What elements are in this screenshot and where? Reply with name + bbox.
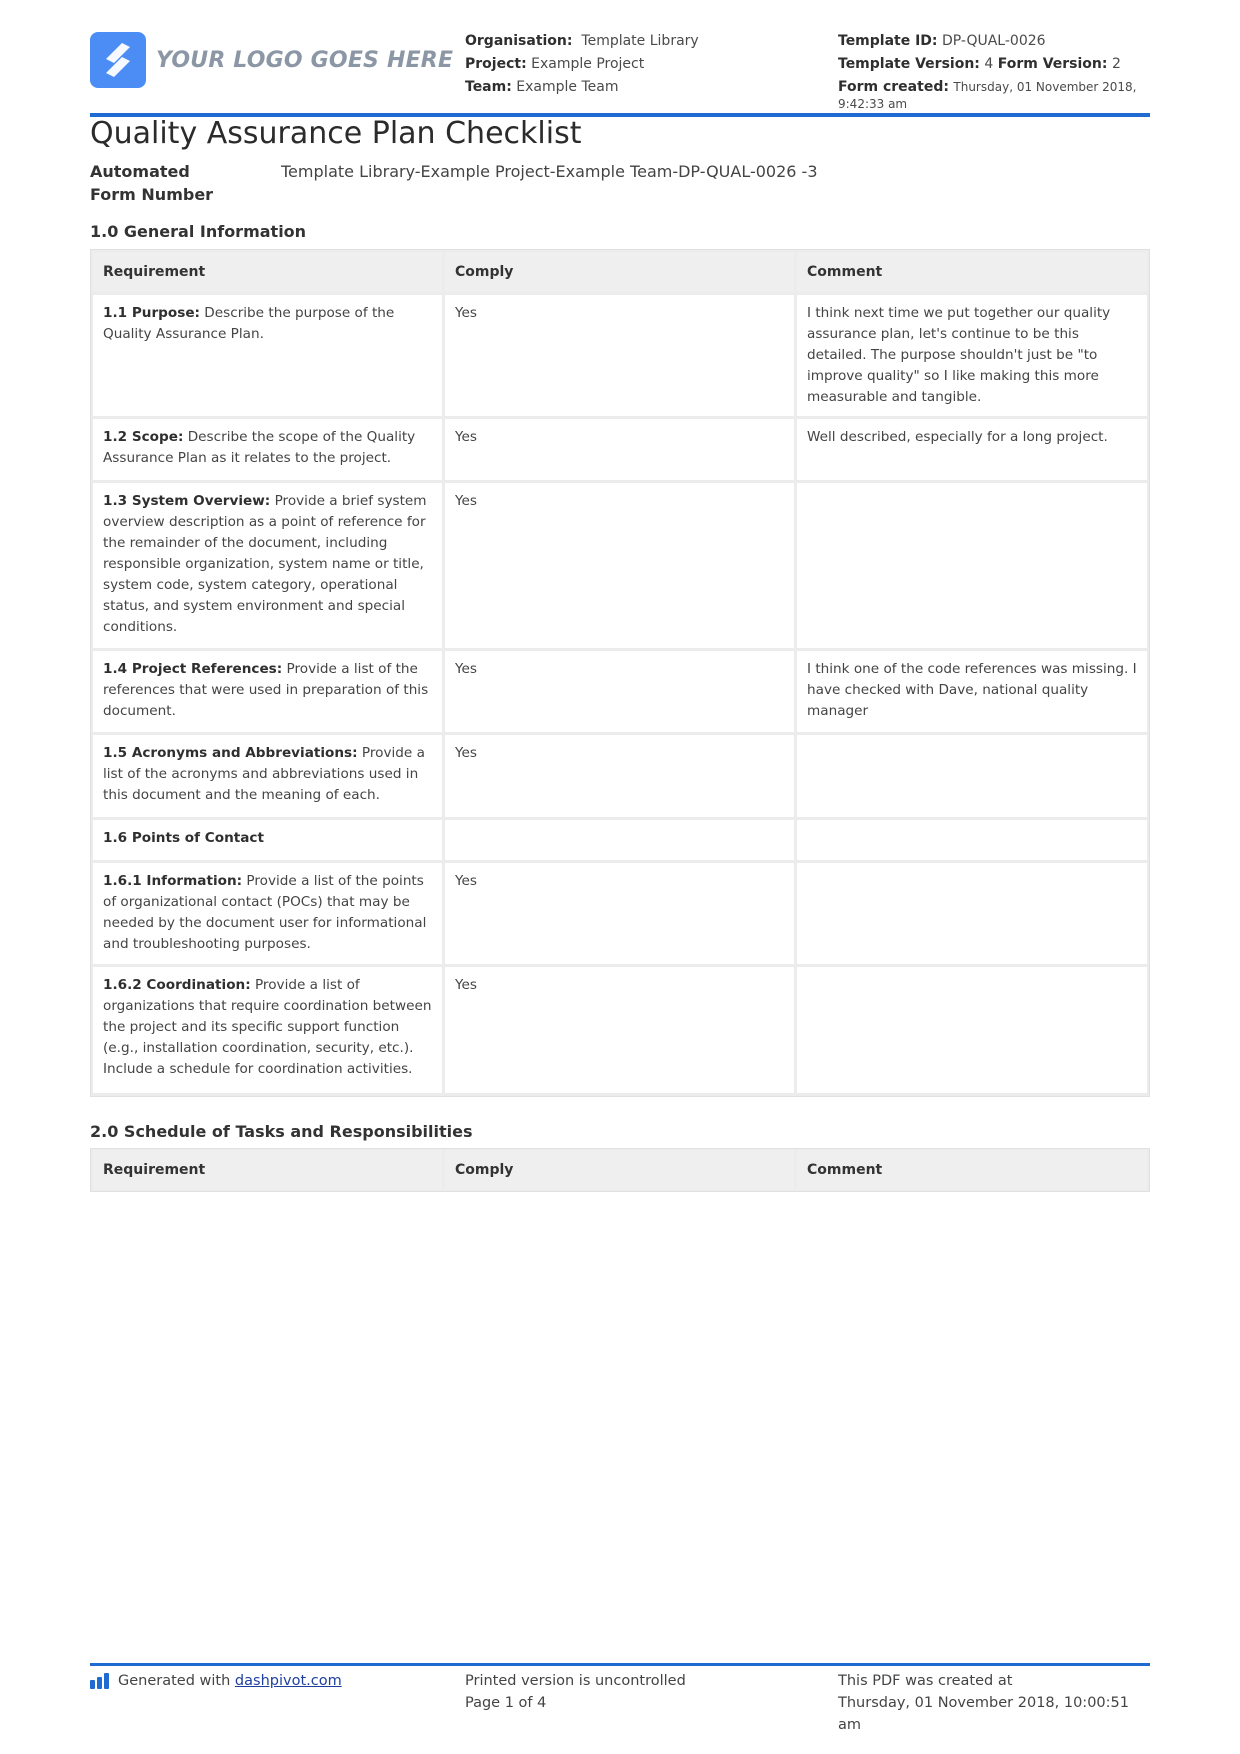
comment-cell: I think next time we put together our quality assurance plan, let's continue to be this detailed. The purpose shouldn't just be "to improve quality" so I like making this more measurable and tangible. — [797, 295, 1147, 416]
footer-page-info — [465, 1670, 686, 1714]
page-number: Page 1 of 4 — [465, 1695, 547, 1711]
comment-cell: Well described, especially for a long project. — [797, 419, 1147, 480]
footer-generated — [90, 1670, 342, 1692]
footer-created-info — [838, 1670, 1150, 1736]
table-row — [91, 863, 1149, 964]
column-header-comply: Comply — [445, 252, 794, 292]
column-header-comply: Comply — [445, 1150, 794, 1190]
column-header-comment: Comment — [797, 1150, 1147, 1190]
header-template-info — [838, 30, 1150, 113]
comply-cell — [445, 820, 794, 860]
comment-cell — [797, 735, 1147, 817]
requirement-cell: 1.4 Project References: Provide a list of the references that were used in preparation of this document. — [93, 651, 442, 732]
comment-cell — [797, 820, 1147, 860]
requirement-cell: 1.5 Acronyms and Abbreviations: Provide a list of the acronyms and abbreviations used in this document and the meaning of each. — [93, 735, 442, 817]
pdf-created-label: This PDF was created at — [838, 1673, 1013, 1689]
table-row — [91, 295, 1149, 416]
form-created-value: Thursday, 01 November 2018, — [953, 80, 1137, 94]
automated-form-number-label: Automated Form Number — [90, 162, 214, 204]
requirement-cell: 1.6.1 Information: Provide a list of the points of organizational contact (POCs) that may be needed by the document user for informational and troubleshooting purposes. — [93, 863, 442, 964]
form-created-line: Form created: Thursday, 01 November 2018, 9:42:33 am — [838, 79, 1137, 111]
comment-cell — [797, 483, 1147, 648]
team-line: Team: Example Team — [465, 79, 619, 95]
requirement-cell: 1.3 System Overview: Provide a brief system overview description as a point of reference for the remainder of the document, including responsible organization, system name or title, system code, system category, operational status, and system environment and special conditions. — [93, 483, 442, 648]
comply-cell: Yes — [445, 295, 794, 416]
template-id-line: Template ID: DP-QUAL-0026 — [838, 33, 1046, 49]
logo-text: YOUR LOGO GOES HERE — [156, 47, 454, 73]
uncontrolled-notice: Printed version is uncontrolled — [465, 1673, 686, 1689]
comment-cell — [797, 863, 1147, 964]
table-row — [91, 967, 1149, 1093]
project-line: Project: Example Project — [465, 56, 645, 72]
dashpivot-link[interactable]: dashpivot.com — [234, 1673, 342, 1689]
comment-cell: I think one of the code references was missing. I have checked with Dave, national quality manager — [797, 651, 1147, 732]
project-value: Example Project — [531, 56, 645, 72]
section-1-title: 1.0 General Information — [90, 222, 307, 241]
column-header-requirement: Requirement — [93, 1150, 442, 1190]
organisation-value: Template Library — [581, 33, 699, 49]
footer-divider — [90, 1663, 1150, 1666]
column-header-comment: Comment — [797, 252, 1147, 292]
automated-form-number-value: Template Library-Example Project-Example Team-DP-QUAL-0026 -3 — [281, 162, 818, 181]
comply-cell: Yes — [445, 419, 794, 480]
table-header-row — [91, 1150, 1149, 1190]
template-version-value: 4 — [984, 56, 994, 72]
logo-mark-icon — [90, 32, 146, 88]
form-version-value: 2 — [1111, 56, 1121, 72]
comply-cell: Yes — [445, 863, 794, 964]
requirement-cell: 1.2 Scope: Describe the scope of the Quality Assurance Plan as it relates to the project. — [93, 419, 442, 480]
section-2-title: 2.0 Schedule of Tasks and Responsibilities — [90, 1122, 473, 1141]
table-row — [91, 419, 1149, 480]
table-header-row — [91, 252, 1149, 292]
version-line: Template Version: 4 Form Version: 2 — [838, 56, 1121, 72]
column-header-requirement: Requirement — [93, 252, 442, 292]
table-row — [91, 735, 1149, 817]
pdf-created-timestamp: Thursday, 01 November 2018, 10:00:51 am — [838, 1695, 1129, 1733]
requirement-cell: 1.1 Purpose: Describe the purpose of the Quality Assurance Plan. — [93, 295, 442, 416]
organisation-line: Organisation: Template Library — [465, 33, 699, 49]
table-row — [91, 820, 1149, 860]
team-value: Example Team — [516, 79, 619, 95]
comply-cell: Yes — [445, 967, 794, 1093]
header-project-info — [465, 30, 805, 99]
requirement-cell: 1.6 Points of Contact — [93, 820, 442, 860]
general-information-table — [90, 249, 1150, 1097]
schedule-table — [90, 1148, 1150, 1192]
requirement-cell: 1.6.2 Coordination: Provide a list of organizations that require coordination between the project and its specific support function (e.g., installation coordination, security, etc.). Include a schedule for coordination activities. — [93, 967, 442, 1093]
table-row — [91, 483, 1149, 648]
table-row — [91, 651, 1149, 732]
comply-cell: Yes — [445, 651, 794, 732]
generated-prefix: Generated with — [118, 1673, 231, 1689]
comment-cell — [797, 967, 1147, 1093]
comply-cell: Yes — [445, 483, 794, 648]
template-id-value: DP-QUAL-0026 — [941, 33, 1046, 49]
company-logo — [90, 32, 453, 88]
page-title: Quality Assurance Plan Checklist — [90, 116, 582, 151]
form-created-time: 9:42:33 am — [838, 97, 908, 111]
comply-cell: Yes — [445, 735, 794, 817]
dashpivot-bars-icon — [90, 1673, 112, 1689]
